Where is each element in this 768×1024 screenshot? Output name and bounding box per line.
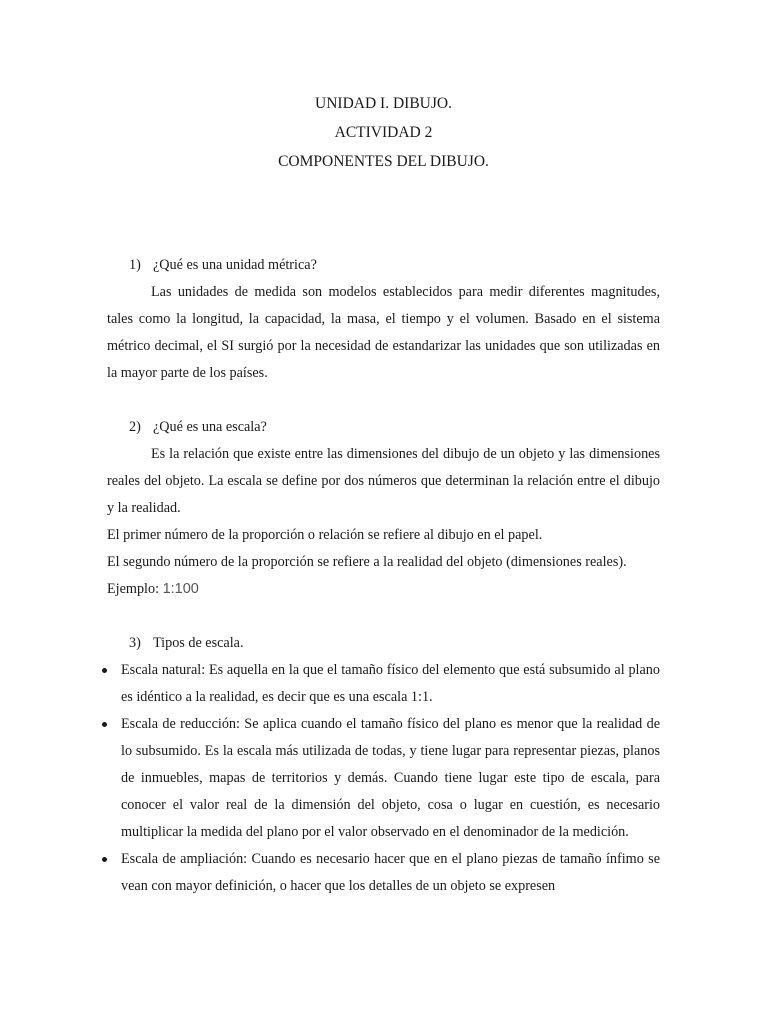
title-block (107, 0, 660, 176)
bullet-icon (102, 668, 107, 673)
question-3-text: Tipos de escala. (153, 635, 244, 651)
list-item-text: Escala de reducción: Se aplica cuando el tamaño físico del plano es menor que la realidad de lo subsumido. Es la escala más utilizada de todas, y tiene lugar para representar piezas, planos de inmuebles, mapas de territorios y demás. Cuando tiene lugar este tipo de escala, para conocer el valor real de la dimensión del objeto, cosa o lugar en cuestión, es necesario multiplicar la medida del plano por el valor observado en el denominador de la medición. (121, 716, 660, 840)
example-value: 1:100 (162, 581, 199, 597)
unit-title: UNIDAD I. DIBUJO. (315, 95, 452, 112)
question-1-answer: Las unidades de medida son modelos establecidos para medir diferentes magnitudes, tales como la longitud, la capacidad, la masa, el tiempo y el volumen. Basado en el sistema métrico decimal, el SI surgió por la necesidad de estandarizar las unidades que son utilizadas en la mayor parte de los países. (107, 284, 660, 381)
question-2-heading (129, 414, 660, 441)
list-item (107, 711, 660, 846)
question-2 (107, 414, 660, 603)
bullet-icon (102, 857, 107, 862)
question-3-number: 3) (129, 635, 141, 651)
example-line (107, 576, 660, 603)
question-2-number: 2) (129, 419, 141, 435)
question-1-text: ¿Qué es una unidad métrica? (153, 257, 317, 273)
question-2-line-2: El primer número de la proporción o relación se refiere al dibujo en el papel. (107, 527, 543, 543)
list-item (107, 846, 660, 900)
list-item-text: Escala natural: Es aquella en la que el tamaño físico del elemento que está subsumido al plano es idéntico a la realidad, es decir que es una escala 1:1. (121, 662, 660, 705)
question-1-number: 1) (129, 257, 141, 273)
question-3 (107, 630, 660, 900)
question-2-line-3: El segundo número de la proporción se refiere a la realidad del objeto (dimensiones reales). (107, 554, 627, 570)
example-label: Ejemplo: (107, 581, 160, 597)
topic-title: COMPONENTES DEL DIBUJO. (278, 153, 489, 170)
question-2-answer: Es la relación que existe entre las dimensiones del dibujo de un objeto y las dimensiones reales del objeto. La escala se define por dos números que determinan la relación entre el dibujo y la realidad. (107, 446, 660, 516)
list-item-text: Escala de ampliación: Cuando es necesario hacer que en el plano piezas de tamaño ínfimo se vean con mayor definición, o hacer que los detalles de un objeto se expresen (121, 851, 660, 894)
scale-types-list (107, 657, 660, 900)
question-2-text: ¿Qué es una escala? (153, 419, 267, 435)
question-1 (107, 252, 660, 387)
list-item (107, 657, 660, 711)
bullet-icon (102, 722, 107, 727)
question-3-heading (129, 630, 660, 657)
question-1-heading (129, 252, 660, 279)
activity-title: ACTIVIDAD 2 (334, 124, 433, 141)
